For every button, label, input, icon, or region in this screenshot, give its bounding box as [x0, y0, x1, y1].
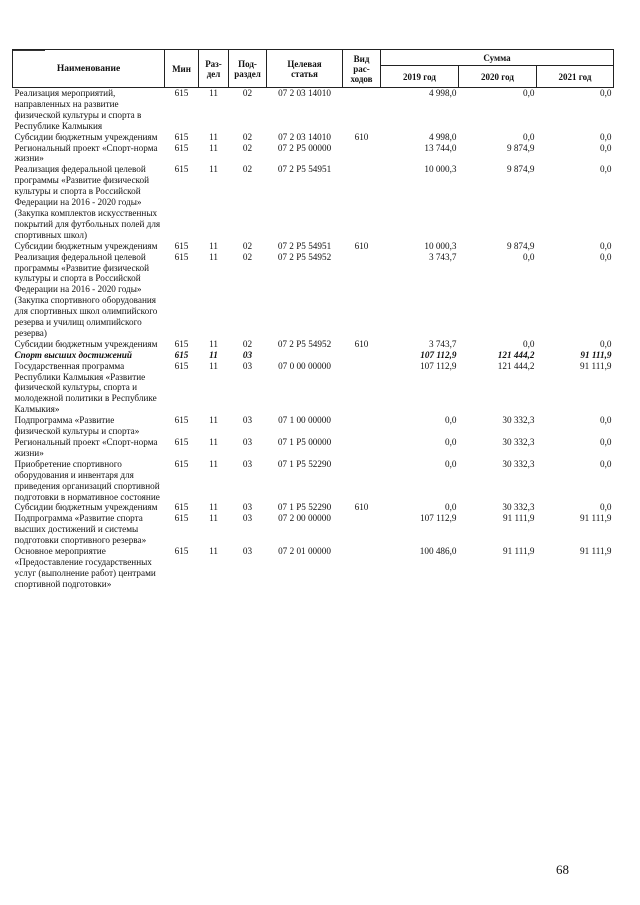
- row-target: 07 2 00 00000: [278, 513, 331, 524]
- row-2019: 4 998,0: [428, 131, 457, 142]
- row-2021: 0,0: [600, 458, 612, 469]
- table-row: [13, 350, 614, 361]
- header-target: Целевая статья: [267, 50, 343, 88]
- row-podrazdel: 02: [242, 240, 253, 251]
- row-vid: 610: [354, 502, 369, 513]
- row-target: 07 2 P5 54951: [277, 164, 332, 175]
- header-name: Наименование: [13, 50, 165, 88]
- row-min: 615: [174, 338, 189, 349]
- header-min: Мин: [165, 50, 199, 88]
- row-name: Региональный проект «Спорт-норма жизни»: [14, 142, 158, 164]
- row-min: 615: [174, 240, 189, 251]
- table-row: [13, 339, 614, 350]
- row-2019: 3 743,7: [428, 251, 457, 262]
- header-podrazdel: Под- раздел: [229, 50, 267, 88]
- row-target: 07 1 00 00000: [278, 415, 331, 426]
- row-vid: [343, 252, 381, 339]
- row-2020: 30 332,3: [502, 502, 535, 513]
- row-min: 615: [174, 349, 189, 360]
- row-2019: 107 112,9: [420, 360, 457, 371]
- row-min: 615: [174, 360, 189, 371]
- table-row: [13, 361, 614, 416]
- row-name: Спорт высших достижений: [14, 349, 132, 360]
- row-podrazdel: 03: [242, 360, 253, 371]
- row-vid: [343, 88, 381, 132]
- row-2019: 100 486,0: [419, 546, 457, 557]
- table-row: [13, 437, 614, 459]
- row-2020: 30 332,3: [502, 458, 535, 469]
- row-podrazdel: 02: [242, 88, 253, 98]
- row-razdel: 11: [209, 251, 218, 262]
- row-2019: 4 998,0: [428, 88, 457, 98]
- row-2020: 30 332,3: [502, 437, 535, 447]
- table-row: [13, 241, 614, 252]
- table-row: [13, 459, 614, 503]
- row-2020: 0,0: [523, 88, 535, 98]
- row-min: 615: [174, 164, 189, 175]
- row-2020: 91 111,9: [503, 546, 535, 557]
- table-row: [13, 502, 614, 513]
- row-name: Субсидии бюджетным учреждениям: [14, 131, 158, 142]
- row-vid: [343, 437, 381, 459]
- row-name: Государственная программа Республики Калмыкия «Развитие физической культуры, спорта и молодежной политики в Республике Калмыкия»: [14, 360, 157, 415]
- row-min: 615: [174, 513, 189, 524]
- row-razdel: 11: [209, 349, 218, 360]
- row-razdel: 11: [209, 142, 218, 153]
- header-year-2021: 2021 год: [537, 66, 614, 88]
- row-name: Субсидии бюджетным учреждениям: [14, 338, 158, 349]
- row-min: 615: [174, 142, 189, 153]
- row-2019: 10 000,3: [424, 240, 457, 251]
- row-2020: 30 332,3: [502, 415, 535, 426]
- table-row: [13, 546, 614, 590]
- row-target: 07 2 P5 00000: [277, 142, 332, 153]
- row-2019: 107 112,9: [420, 349, 457, 360]
- row-2021: 91 111,9: [580, 513, 612, 524]
- row-target: 07 0 00 00000: [278, 360, 331, 371]
- budget-table: [12, 49, 614, 590]
- row-razdel: 11: [209, 513, 218, 524]
- row-2019: 0,0: [445, 458, 457, 469]
- row-vid: [343, 164, 381, 240]
- row-razdel: 11: [209, 415, 218, 426]
- row-2021: 0,0: [600, 164, 612, 175]
- table-row: [13, 132, 614, 143]
- row-min: 615: [174, 502, 189, 513]
- row-2021: 0,0: [600, 251, 612, 262]
- row-2020: 0,0: [523, 338, 535, 349]
- row-2021: 91 111,9: [580, 360, 612, 371]
- row-2021: 0,0: [600, 240, 612, 251]
- row-vid: [343, 546, 381, 590]
- row-target: 07 1 P5 00000: [277, 437, 332, 447]
- row-2021: 0,0: [600, 142, 612, 153]
- row-target: 07 1 P5 52290: [277, 502, 332, 513]
- row-podrazdel: 03: [242, 502, 253, 513]
- row-vid: [343, 459, 381, 503]
- row-2019: 0,0: [445, 437, 457, 447]
- header-year-2020: 2020 год: [459, 66, 537, 88]
- row-2021: 0,0: [600, 502, 612, 513]
- row-vid: [343, 415, 381, 437]
- row-target: 07 2 P5 54952: [277, 338, 332, 349]
- row-razdel: 11: [209, 164, 218, 175]
- row-podrazdel: 03: [242, 458, 253, 469]
- row-razdel: 11: [209, 240, 218, 251]
- row-podrazdel: 03: [242, 546, 253, 557]
- row-podrazdel: 03: [242, 349, 253, 360]
- row-min: 615: [174, 88, 189, 98]
- row-name: Субсидии бюджетным учреждениям: [14, 240, 158, 251]
- row-razdel: 11: [209, 360, 218, 371]
- row-min: 615: [174, 546, 189, 557]
- table-header: [13, 50, 614, 88]
- row-min: 615: [174, 131, 189, 142]
- row-podrazdel: 03: [242, 437, 253, 447]
- row-name: Реализация федеральной целевой программы «Развитие физической культуры и спорта в Российской Федерации на 2016 - 2020 годы» (Закупка комплектов искусственных покрытий для футбольных полей для спортивных школ): [14, 164, 161, 240]
- row-podrazdel: 02: [242, 338, 253, 349]
- row-name: Реализация мероприятий, направленных на развитие физической культуры и спорта в Республике Калмыкия: [14, 88, 142, 131]
- row-podrazdel: 03: [242, 513, 253, 524]
- row-target: 07 2 P5 54952: [277, 251, 332, 262]
- row-2020: 0,0: [523, 251, 535, 262]
- row-vid: 610: [354, 240, 369, 251]
- row-min: 615: [174, 415, 189, 426]
- row-2019: 0,0: [445, 415, 457, 426]
- row-min: 615: [174, 458, 189, 469]
- row-2021: 0,0: [600, 338, 612, 349]
- row-target: 07 1 P5 52290: [277, 458, 332, 469]
- row-2019: 107 112,9: [420, 513, 457, 524]
- row-podrazdel: 02: [242, 251, 253, 262]
- header-razdel: Раз- дел: [199, 50, 229, 88]
- row-2019: 13 744,0: [424, 142, 457, 153]
- row-vid: 610: [354, 131, 369, 142]
- header-summa: Сумма: [381, 50, 614, 66]
- table-row: [13, 143, 614, 165]
- row-razdel: 11: [209, 502, 218, 513]
- row-2020: 91 111,9: [503, 513, 535, 524]
- table-row: [13, 88, 614, 132]
- row-podrazdel: 03: [242, 415, 253, 426]
- table-row: [13, 252, 614, 339]
- row-min: 615: [174, 251, 189, 262]
- row-name: Подпрограмма «Развитие физической культуры и спорта»: [14, 415, 140, 437]
- row-razdel: 11: [209, 458, 218, 469]
- row-min: 615: [174, 437, 189, 447]
- row-name: Приобретение спортивного оборудования и инвентаря для приведения организаций спортивной подготовки в нормативное состояние: [14, 458, 160, 502]
- header-vid: Вид рас- ходов: [343, 50, 381, 88]
- row-target: 07 2 P5 54951: [277, 240, 332, 251]
- row-razdel: 11: [209, 437, 218, 447]
- row-podrazdel: 02: [242, 131, 253, 142]
- row-name: Региональный проект «Спорт-норма жизни»: [14, 437, 158, 458]
- row-2019: 10 000,3: [424, 164, 457, 175]
- row-name: Основное мероприятие «Предоставление государственных услуг (выполнение работ) центрами спортивной подготовки»: [14, 546, 156, 589]
- row-podrazdel: 02: [242, 164, 253, 175]
- row-2021: 0,0: [600, 437, 612, 447]
- row-razdel: 11: [209, 546, 218, 557]
- row-2020: 0,0: [523, 131, 535, 142]
- table-row: [13, 415, 614, 437]
- row-2021: 91 111,9: [580, 349, 612, 360]
- row-vid: [343, 513, 381, 546]
- row-target: 07 2 03 14010: [278, 131, 331, 142]
- row-razdel: 11: [209, 131, 218, 142]
- table-row: [13, 513, 614, 546]
- row-target: [267, 350, 343, 361]
- row-target: 07 2 01 00000: [278, 546, 331, 557]
- row-2019: 0,0: [445, 502, 457, 513]
- row-vid: [343, 361, 381, 416]
- row-target: 07 2 03 14010: [278, 88, 331, 98]
- row-2021: 91 111,9: [580, 546, 612, 557]
- row-name: Подпрограмма «Развитие спорта высших достижений и системы подготовки спортивного резерва»: [14, 513, 147, 546]
- page-number: 68: [556, 862, 569, 877]
- row-2020: 9 874,9: [506, 240, 535, 251]
- row-2019: 3 743,7: [428, 338, 457, 349]
- row-podrazdel: 02: [242, 142, 253, 153]
- row-name: Субсидии бюджетным учреждениям: [14, 502, 158, 513]
- row-2021: 0,0: [600, 131, 612, 142]
- table-row: [13, 164, 614, 240]
- row-razdel: 11: [209, 88, 218, 98]
- row-2021: 0,0: [600, 88, 612, 98]
- row-2021: 0,0: [600, 415, 612, 426]
- row-name: Реализация федеральной целевой программы «Развитие физической культуры и спорта в Российской Федерации на 2016 - 2020 годы» (Закупка спортивного оборудования для спортивных школ олимпийского резерва и училищ олимпийского резерва): [14, 251, 158, 338]
- row-vid: [343, 350, 381, 361]
- header-year-2019: 2019 год: [381, 66, 459, 88]
- table-body: [13, 88, 614, 590]
- row-vid: 610: [354, 338, 369, 349]
- row-2020: 9 874,9: [506, 142, 535, 153]
- row-vid: [343, 143, 381, 165]
- row-2020: 121 444,2: [497, 349, 535, 360]
- row-2020: 9 874,9: [506, 164, 535, 175]
- row-2020: 121 444,2: [497, 360, 535, 371]
- row-razdel: 11: [209, 338, 218, 349]
